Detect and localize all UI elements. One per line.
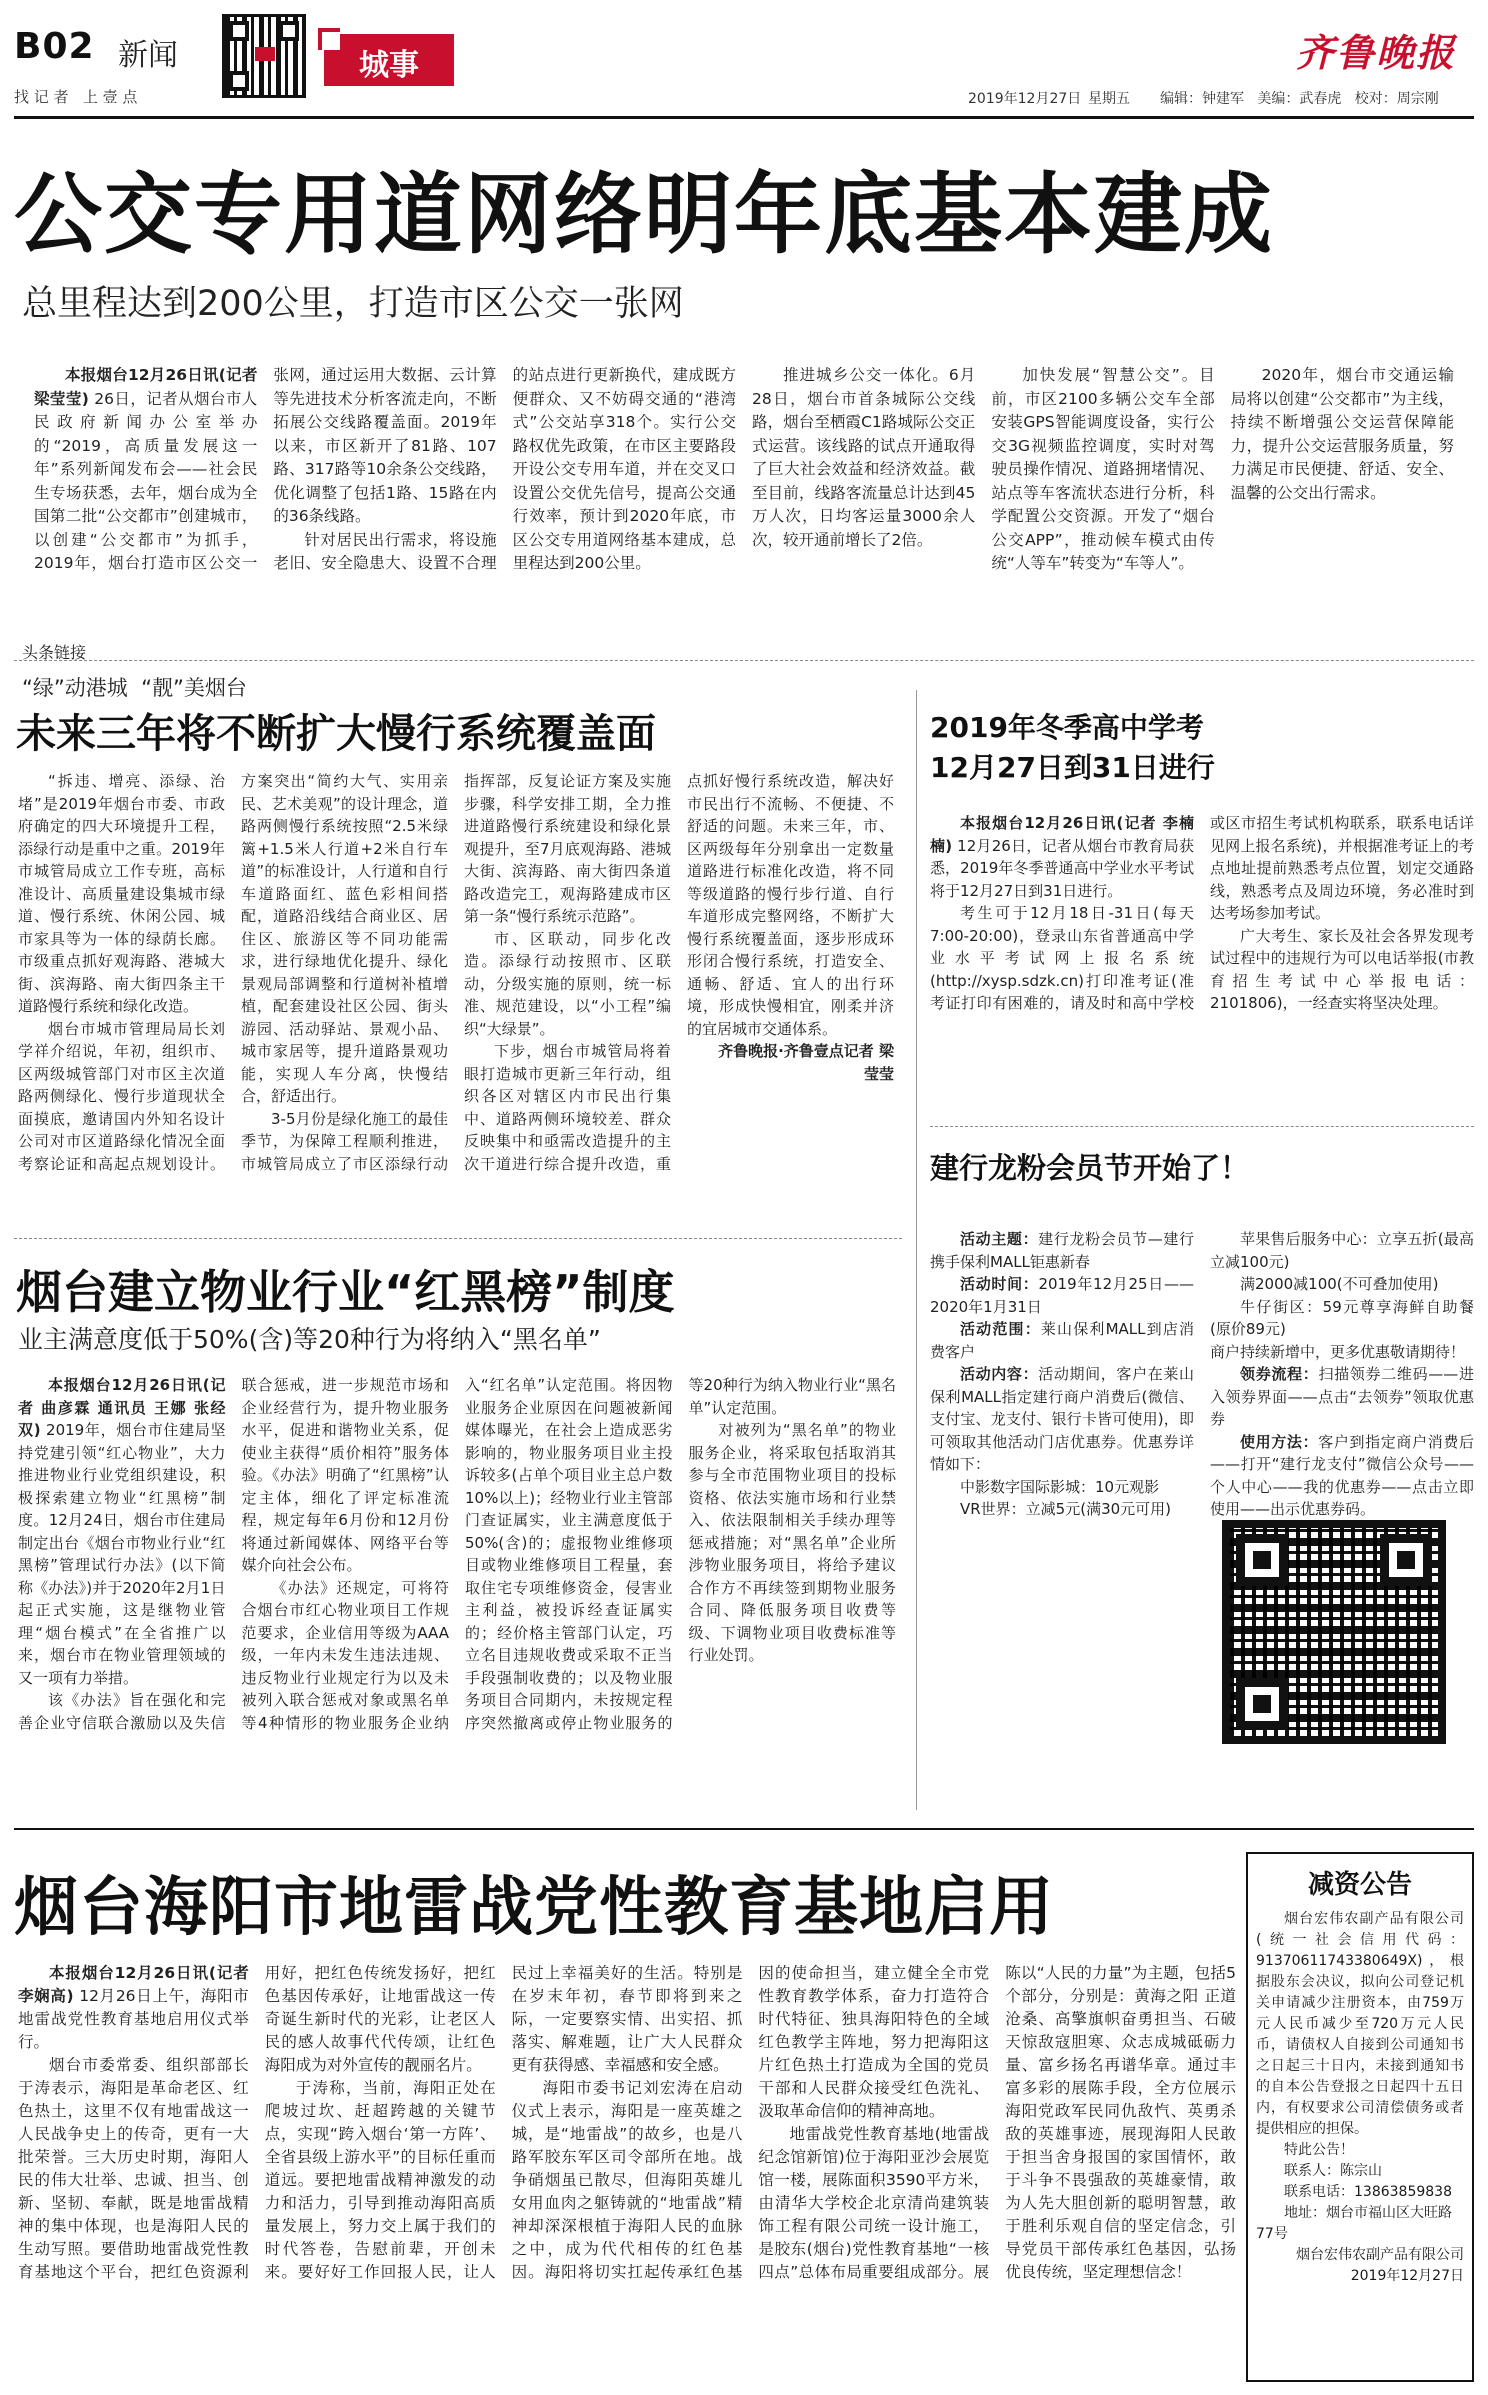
capital-reduction-notice [1246,1852,1474,2382]
article2-headline: 未来三年将不断扩大慢行系统覆盖面 [16,711,656,757]
article1-body [34,364,1454,604]
article5-byline: 本报烟台12月26日讯(记者 曲彦霖 通讯员 王娜 张经双) [18,1376,226,1439]
lead-subheadline: 总里程达到200公里，打造市区公交一张网 [22,284,684,324]
article6-para: 海阳市委书记刘宏涛在启动仪式上表示，海阳是一座英雄之城，是“地雷战”的故乡，也是八路军胶东军区司令部所在地。战争硝烟虽已散尽，但海阳英雄儿女用血肉之躯铸就的“地雷战”精神却深深根植于海阳人民的血脉之中，成为代代相传的红色基因。海阳将切实扛起传承红色基因的使命担当，建立健全全市党性教育教学体系，奋力打造符合时代特征、独具海阳特色的全域红色教学主阵地，努力把海阳这片红色热土打造成为全国的党员干部和人民群众接受红色洗礼、汲取革命信仰的精神高地。 [511,1964,990,2281]
flow-text: 扫描领券二维码——进入领券界面——点击“去领券”领取优惠券 [1210,1365,1474,1428]
publish-date: 2019年12月27日 [968,91,1082,107]
article4-headline: 建行龙粉会员节开始了！ [930,1151,1250,1185]
coupon-item: 苹果售后服务中心：立享五折(最高立减100元) [1210,1230,1474,1271]
section-name: 新闻 [118,38,178,73]
article3-headline-line1: 2019年冬季高中学考 [930,711,1204,744]
coupon-item: 中影数字国际影城：10元观影 [960,1477,1160,1496]
activity-time: 2019年12月25日——2020年1月31日 [930,1275,1194,1316]
article1-para: 2020年，烟台市交通运输局将以创建“公交都市”为主线，持续不断增强公交运营保障能力，提升公交运营服务质量，努力满足市民便捷、舒适、安全、温馨的公交出行需求。 [1230,366,1454,502]
section-rule [14,1828,1474,1830]
coupon-item: VR世界：立减5元(满30元可用) [960,1500,1172,1518]
article6-body [18,1962,1236,2382]
article1-para: 加快发展“智慧公交”。目前，市区2100多辆公交车全部安装GPS智能调度设备，实行公交3G视频监控调度，实时对驾驶员操作情况、道路拥堵情况、站点等车客流状态进行分析，科学配置公交资源。开发了“烟台公交APP”，推动候车模式由传统“人等车”转变为“车等人”。 [991,366,1215,572]
notice-special: 特此公告！ [1284,2142,1354,2158]
notice-title: 减资公告 [1307,1870,1412,1900]
page-number: B02 [14,26,95,67]
section-tag-label: 城事 [359,48,419,83]
article4-tail: 商户持续新增中，更多优惠敬请期待！ [1210,1342,1466,1361]
article2-para: 市、区联动，同步化改造。添绿行动按照市、区联动，分级实施的原则，统一标准、规范建设，以“小工程”编织“大绿景”。 [464,929,671,1038]
article5-headline: 烟台建立物业行业“红黑榜”制度 [16,1265,675,1319]
article6-headline: 烟台海阳市地雷战党性教育基地启用 [14,1871,1054,1945]
article2-para: “拆违、增亮、添绿、治堵”是2019年烟台市委、市政府确定的四大环境提升工程，添绿行动是重中之重。2019年市城管局成立工作专班，高标准设计、高质量建设集城市绿道、慢行系统、休闲公园、城市家具等为一体的绿荫长廊。市级重点抓好观海路、港城大街、滨海路、南大街四条主干道路慢行系统和绿化改造。 [18,772,225,1015]
article1-para: 针对居民出行需求，将设施老旧、安全隐患大、设置不合理的站点进行更新换代，建成既方便群众、又不妨碍交通的“港湾式”公交站享318个。实行公交路权优先政策，在市区主要路段开设公交专用车道，并在交叉口设置公交优先信号，提高公交通行效率，预计到2020年底，市区公交专用道网络基本建成，总里程达到200公里。 [273,366,736,572]
qr-code-small[interactable] [222,14,306,98]
article6-byline: 本报烟台12月26日讯(记者 李娴高) [18,1964,249,2005]
article6-para: 于涛称，当前，海阳正处在爬坡过坎、赶超跨越的关键节点，实现“跨入烟台‘第一方阵’、全省县级上游水平”的目标任重而道远。要把地雷战精神激发的动力和活力，引导到推动海阳高质量发展上，努力交上属于我们的时代答卷，告慰前辈，开创未来。要好好工作回报人民，让人民过上幸福美好的生活。特别是在岁末年初，春节即将到来之际，一定要察实情、出实招、抓落实、解难题，让广大人民群众更有获得感、幸福感和安全感。 [264,1964,743,2281]
vertical-divider [916,690,917,1810]
section-tag [324,34,454,86]
notice-phone: 联系电话：13863859838 [1284,2184,1452,2200]
activity-scope: 莱山保利MALL到店消费客户 [930,1320,1194,1361]
weekday: 星期五 [1088,91,1130,107]
article6-para: 烟台市委常委、组织部部长于涛表示，海阳是革命老区、红色热土，这里不仅有地雷战这一人民战争史上的传奇，更有一大批荣誉。三大历史时期，海阳人民的伟大壮举、忠诚、担当、创新、坚韧、奉献，既是地雷战精神的集中体现，也是海阳人民的生动写照。要借助地雷战党性教育基地这个平台，把红色资源利用好，把红色传统发扬好，把红色基因传承好，让地雷战这一传奇诞生新时代的光彩，让老区人民的感人故事代代传颂，让红色海阳成为对外宣传的靓丽名片。 [18,1964,496,2281]
article5-para: 《办法》还规定，可将符合烟台市红心物业项目工作规范要求，企业信用等级为AAA级，一年内未发生违法违规、违反物业行业规定行为以及未被列入联合惩戒对象或黑名单等4种情形的物业服务企业纳入“红名单”认定范围。将因物业服务企业原因在问题被新闻媒体曝光，在社会上造成恶劣影响的，物业服务项目业主投诉较多(占单个项目业主总户数10%以上)；经物业行业主管部门查证属实，业主满意度低于50%(含)的；虚报物业维修项目或物业维修项目工程量，套取住宅专项维修资金，侵害业主利益，被投诉经查证属实的；经价格主管部门认定，巧立名目违规收费或采取不正当手段强制收费的；以及物业服务项目合同期内，未按规定程序突然撤离或停止物业服务的等20种行为纳入物业行业“黑名单”认定范围。 [241,1376,896,1732]
article3-headline-line2: 12月27日到31日进行 [930,751,1215,784]
article2-body [18,770,894,1230]
newspaper-logo: 齐鲁晚报 [1296,30,1457,75]
section-divider [14,1238,902,1239]
headline-link-label: 头条链接 [22,643,87,662]
article5-para: 2019年，烟台市住建局坚持党建引领“红心物业”，大力推进物业行业党组织建设，积极探索建立物业“红黑榜”制度。12月24日，烟台市住建局制定出台《烟台市物业行业“红黑榜”管理试行办法》(以下简称《办法》)并于2020年2月1日起正式实施，这是继物业管理“烟台模式”在全省推广以来，烟台市在物业管理领域的又一项有力举措。 [18,1421,226,1687]
article1-para: 26日，记者从烟台市人民政府新闻办公室举办的“2019，高质量发展这一年”系列新闻发布会——社会民生专场获悉，去年，烟台成为全国第二批“公交都市”创建城市，以创建“公交都市”为抓手，2019年，烟台打造市区公交一张网，通过运用大数据、云计算等先进技术分析客流走向，不断拓展公交线路覆盖面。2019年以来，市区新开了81路、107路、317路等10余条公交线路，优化调整了包括1路、15路在内的36条线路。 [34,366,497,572]
article1-para: 推进城乡公交一体化。6月28日，烟台市首条城际公交线路，烟台至栖霞C1路城际公交正式运营。该线路的试点开通取得了巨大社会效益和经济效益。截至目前，线路客流量总计达到45万人次，日均客运量3000余人次，较开通前增长了2倍。 [751,366,976,549]
article3-body [930,812,1474,1112]
article2-signature: 齐鲁晚报·齐鲁壹点记者 梁莹莹 [718,1042,894,1083]
header-rule [14,116,1474,119]
article5-body [18,1374,896,1814]
coupon-qr-code[interactable] [1222,1520,1446,1744]
notice-address: 地址：烟台市福山区大旺路77号 [1256,2205,1452,2242]
slogan: 找 记 者 上 壹 点 [14,88,138,106]
activity-theme-label: 活动主题： [960,1230,1039,1248]
notice-body: 烟台宏伟农副产品有限公司(统一社会信用代码：91370611743380649X)，根据股东会决议，拟向公司登记机关申请减少注册资本，由759万元人民币减少至720万元人民币，请债权人自接到公司通知书之日起三十日内，未接到通知书的自本公告登报之日起四十五日内，有权要求公司清偿债务或者提供相应的担保。 [1256,1911,1464,2137]
article5-subheadline: 业主满意度低于50%(含)等20种行为将纳入“黑名单” [18,1325,601,1354]
editor-credits: 编辑：钟建军 美编：武春虎 校对：周宗刚 [1160,91,1439,107]
article5-para: 对被列为“黑名单”的物业服务企业，将采取包括取消其参与全市范围物业项目的投标资格、依法实施市场和行业禁入、依法限制相关手续办理等惩戒措施；对“黑名单”企业所涉物业服务项目，将给予建议合作方不再续签到期物业服务合同、降低服务项目收费等级、下调物业项目收费标准等行业处罚。 [688,1421,896,1664]
article2-para: 3-5月份是绿化施工的最佳季节，为保障工程顺利推进，市城管局成立了市区添绿行动指挥部，反复论证方案及实施步骤，科学安排工期，全力推进道路慢行系统建设和绿化景观提升，至7月底观海路、港城大街、滨海路、南大街四条道路改造完工，观海路建成市区第一条“慢行系统示范路”。 [241,772,671,1173]
masthead [0,0,1488,120]
coupon-item: 满2000减100(不可叠加使用) [1240,1275,1439,1293]
section-divider [14,660,1474,661]
activity-time-label: 活动时间： [960,1275,1039,1293]
section-divider [930,1126,1474,1127]
article6-para: 12月26日上午，海阳市地雷战党性教育基地启用仪式举行。 [18,1987,249,2051]
activity-theme: 建行龙粉会员节—建行携手保利MALL钜惠新春 [930,1230,1194,1271]
activity-scope-label: 活动范围： [960,1320,1041,1338]
usage-label: 使用方法： [1240,1432,1319,1451]
activity-content-label: 活动内容： [960,1365,1039,1383]
flow-label: 领券流程： [1240,1365,1319,1383]
lead-headline: 公交专用道网络明年底基本建成 [14,163,1275,266]
article5-para: 该《办法》旨在强化和完善企业守信联合激励以及失信联合惩戒，进一步规范市场和企业经营行为，提升物业服务水平，促进和谐物业关系，促使业主获得“质价相符”服务体验。《办法》明确了“红黑榜”认定主体，细化了评定标准流程，规定每年6月份和12月份将通过新闻媒体、网络平台等媒介向社会公布。 [18,1376,449,1732]
article3-byline: 本报烟台12月26日讯(记者 李楠楠) [930,814,1194,855]
article1-byline: 本报烟台12月26日讯(记者 梁莹莹) [34,366,258,408]
article2-para: 烟台市城市管理局局长刘学祥介绍说，年初，组织市、区两级城管部门对市区主次道路两侧绿化、慢行步道现状全面摸底，邀请国内外知名设计公司对市区道路绿化情况全面考察论证和高起点规划设计。方案突出“简约大气、实用亲民、艺术美观”的设计理念，道路两侧慢行系统按照“2.5米绿篱+1.5米人行道+2米自行车道”的标准设计，人行道和自行车道路面红、蓝色彩相间搭配，道路沿线结合商业区、居住区、旅游区等不同功能需求，进行绿地优化提升、绿化景观局部调整和行道树补植增植，配套建设社区公园、街头游园、活动驿站、景观小品、城市家居等，提升道路景观功能，实现人车分离，快慢结合，舒适出行。 [18,772,448,1173]
article3-para: 考生可于12月18日-31日(每天7:00-20:00)，登录山东省普通高中学业水平考试网上报名系统(http://xysp.sdzk.cn)打印准考证(准考证打印有困难的，请及时和高中学校或区市招生考试机构联系，联系电话详见网上报名系统)，并根据准考证上的考点地址提前熟悉考点位置，划定交通路线，熟悉考点及周边环境，务必准时到达考场参加考试。 [930,814,1474,1012]
article6-para: 地雷战党性教育基地(地雷战纪念馆新馆)位于海阳亚沙会展览馆一楼，展陈面积3590平方米，由清华大学校企北京清尚建筑装饰工程有限公司统一设计施工，是胶东(烟台)党性教育基地“一核四点”总体布局重要组成部分。展陈以“人民的力量”为主题，包括5个部分，分别是：黄海之阳 正道沧桑、高擎旗帜奋勇担当、石破天惊敌寇胆寒、众志成城砥砺力量、富乡扬名再谱华章。通过丰富多彩的展陈手段，全方位展示海阳党政军民同仇敌忾、英勇杀敌的英雄事迹，展现海阳人民敢于担当舍身报国的家国情怀，敢于斗争不畏强敌的英雄豪情，敢为人先大胆创新的聪明智慧，敢于胜利乐观自信的坚定信念，引导党员干部传承红色基因，弘扬优良传统，坚定理想信念！ [758,1964,1236,2281]
article2-para: 下步，烟台市城管局将着眼打造城市更新三年行动，组织各区对辖区内市民出行集中、道路两侧环境较差、群众反映集中和亟需改造提升的主次干道进行综合提升改造，重点抓好慢行系统改造，解决好市民出行不流畅、不便捷、不舒适的问题。未来三年，市、区两级每年分别拿出一定数量道路进行标准化改造，将不同等级道路的慢行步行道、自行车道形成完整网络，不断扩大慢行系统覆盖面，逐步形成环形闭合慢行系统，打造安全、通畅、舒适、宜人的出行环境，形成快慢相宜，刚柔并济的宜居城市交通体系。 [464,772,894,1173]
notice-signer: 烟台宏伟农副产品有限公司 [1296,2247,1464,2263]
notice-date: 2019年12月27日 [1350,2268,1464,2284]
article3-para: 12月26日，记者从烟台市教育局获悉，2019年冬季普通高中学业水平考试将于12月27日到31日进行。 [930,836,1194,900]
article3-para: 广大考生、家长及社会各界发现考试过程中的违规行为可以电话举报(市教育招生考试中心举报电话：2101806)，一经查实将坚决处理。 [1210,926,1474,1012]
article2-kicker: “绿”动港城 “靓”美烟台 [22,676,247,700]
coupon-item: 牛仔街区：59元尊享海鲜自助餐(原价89元) [1210,1297,1474,1338]
activity-content: 活动期间，客户在莱山保利MALL指定建行商户消费后(微信、支付宝、龙支付、银行卡皆可使用)，即可领取其他活动门店优惠券。优惠券详情如下： [930,1365,1194,1473]
notice-contact: 联系人：陈宗山 [1284,2163,1382,2179]
usage-text: 客户到指定商户消费后——打开“建行龙支付”微信公众号——个人中心——我的优惠券——点击立即使用——出示优惠券码。 [1210,1432,1474,1518]
